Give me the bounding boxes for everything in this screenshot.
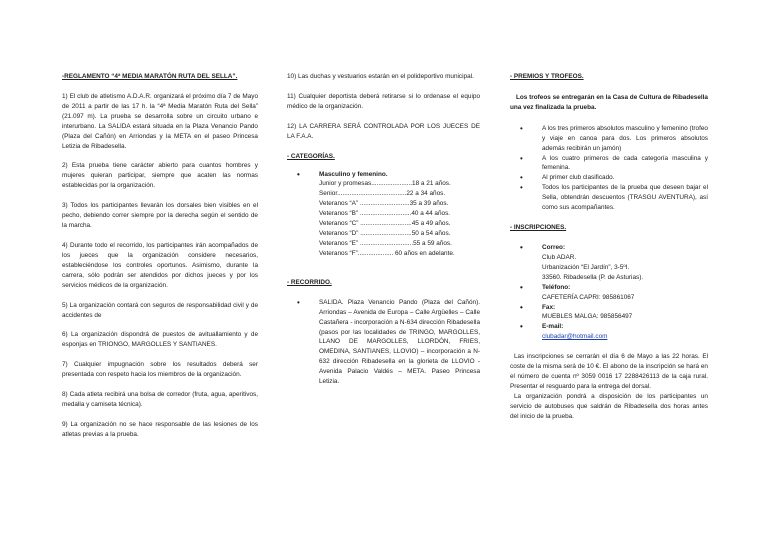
- categorias-head: • Masculino y femenino.: [287, 170, 480, 180]
- categoria-row: Veteranos “B” .............................40 a 44 años.: [319, 210, 451, 218]
- fax-line: MUEBLES MALGA: 985856497: [542, 313, 633, 321]
- premios-title: - PREMIOS Y TROFEOS.: [510, 73, 584, 80]
- rule-12: 12) LA CARRERA SERÁ CONTROLADA POR LOS JUECES DE LA F.A.A.: [287, 122, 480, 140]
- email-label: • E-mail:: [510, 322, 708, 332]
- categoria-row: Veteranos “A” ............................35 a 39 años.: [319, 200, 449, 208]
- recorrido-title: - RECORRIDO.: [287, 278, 332, 286]
- recorrido-text: • SALIDA. Plaza Venancio Pando (Plaza del Cañón). Arriondas – Avenida de Europa – Calle Argüelles – Calle Castañera - incorporación a N-634 dirección Ribadesella (pasos por las localidades de TRINGO, MARGOLLES, LLANO DE MARGOLLES, LLORDÓN, FRIES, OMEDINA, SANTIANES, LLOVIO) – incorporación a N-632 dirección Ribadesella en la glorieta de LLOVIO - Avenida Palacio Valdés – META. Paseo Princesa Letizia.: [287, 298, 480, 387]
- telefono-line: CAFETERÍA CAPRI: 985861067: [542, 293, 635, 301]
- rule-1: 1) El club de atletismo A.D.A.R. organizará el próximo día 7 de Mayo de 2011 a partir de las 17 h. la “4ª Media Maratón Ruta del Sella” (21.097 m). La prueba se desarrolla sobre un circuito urbano e interurbano. La SALIDA estará situada en la Plaza Venancio Pando (Plaza del Cañón) en Arriondas y la META en el paseo Princesa Letizia de Ribadesella.: [62, 92, 258, 150]
- rule-5: 5) La organización contará con seguros de responsabilidad civil y de accidentes de: [62, 301, 258, 319]
- telefono-label: • Teléfono:: [510, 283, 708, 293]
- categorias-title: - CATEGORÍAS.: [287, 152, 335, 160]
- rule-2: 2) Esta prueba tiene carácter abierto para cuantos hombres y mujeres quieran participar, siempre que acaten las normas establecidas por la organización.: [62, 162, 258, 190]
- column-premios: [510, 72, 708, 422]
- correo-line: Club ADAR.: [542, 253, 577, 261]
- contact-list: [510, 243, 708, 253]
- rule-10: 10) Las duchas y vestuarios estarán en el polideportivo municipal.: [287, 73, 474, 80]
- rule-3: 3) Todos los participantes llevarán los dorsales bien visibles en el pecho, debiendo correr siempre por la derecha según el sentido de la marcha.: [62, 202, 258, 230]
- rule-4: 4) Durante todo el recorrido, los participantes irán acompañados de los jueces que la organización considere necesarios, estableciéndose los controles oportunos. Asimismo, durante la carrera, sólo podrán ser atendidos por dichos jueces y por los servicios médicos de la organización.: [62, 241, 258, 289]
- premios-list: [510, 124, 708, 213]
- categoria-row: Veteranos “E” ..............................55 a 59 años.: [319, 239, 452, 247]
- rule-9: 9) La organización no se hace responsable de las lesiones de los atletas previas a la prueba.: [62, 420, 258, 438]
- premio-item: • Todos los participantes de la prueba que deseen bajar el Sella, obtendrán descuentos (TRASGU AVENTURA), así como sus acompañantes.: [510, 183, 708, 213]
- rule-8: 8) Cada atleta recibirá una bolsa de corredor (fruta, agua, aperitivos, medalla y camiseta técnica).: [62, 391, 258, 409]
- premio-item: • A los tres primeros absolutos masculino y femenino (trofeo y viaje en canoa para dos. Los primeros absolutos además recibirán un jamón): [510, 124, 708, 154]
- categoria-row: Veteranos “C” .............................45 a 49 años.: [319, 220, 451, 228]
- column-reglamento: [62, 72, 258, 440]
- inscripciones-title: - INSCRIPCIONES.: [510, 224, 567, 232]
- correo-label: • Correo:: [510, 243, 708, 253]
- categorias-list: [287, 170, 480, 180]
- reglamento-title: -REGLAMENTO “4ª MEDIA MARATÓN RUTA DEL SELLA”.: [62, 73, 238, 80]
- correo-line: Urbanización “El Jardín”, 3-5ºI.: [542, 263, 630, 271]
- categoria-row: Junior y promesas.......................18 a 21 años.: [319, 180, 451, 188]
- correo-line: 33560. Ribadesella (P. de Asturias).: [542, 273, 644, 281]
- column-categorias: [287, 72, 480, 387]
- email-link[interactable]: clubadar@hotmail.com: [542, 333, 608, 341]
- categoria-row: Veteranos “F”.................... 60 años en adelante.: [319, 249, 455, 257]
- inscripciones-text: Las inscripciones se cerrarán el día 6 de Mayo a las 22 horas. El coste de la misma será de 10 €. El abono de la inscripción se hará en el número de cuenta nº 3059 0016 17 2288426113 de la caja rural. Presentar el resguardo para la entrega del dorsal.: [510, 353, 708, 390]
- premios-intro: Los trofeos se entregarán en la Casa de Cultura de Ribadesella una vez finalizada la prueba.: [510, 93, 708, 111]
- categoria-row: Veteranos “D” .............................50 a 54 años.: [319, 230, 451, 238]
- autobuses-text: La organización pondrá a disposición de los participantes un servicio de autobuses que saldrán de Ribadesella dos horas antes del inicio de la prueba.: [510, 392, 708, 420]
- fax-label: • Fax:: [510, 303, 708, 313]
- rule-6: 6) La organización dispondrá de puestos de avituallamiento y de esponjas en TRIONGO, MARGOLLES Y SANTIANES.: [62, 331, 258, 349]
- premio-item: • Al primer club clasificado.: [510, 173, 708, 183]
- recorrido-list: [287, 298, 480, 387]
- rule-7: 7) Cualquier impugnación sobre los resultados deberá ser presentada con respeto hacia los miembros de la organización.: [62, 361, 258, 379]
- premio-item: • A los cuatro primeros de cada categoría masculina y femenina.: [510, 154, 708, 174]
- categoria-row: Senior.......................................22 a 34 años.: [319, 190, 446, 198]
- rule-11: 11) Cualquier deportista deberá retirarse si lo ordenase el equipo médico de la organización.: [287, 92, 480, 110]
